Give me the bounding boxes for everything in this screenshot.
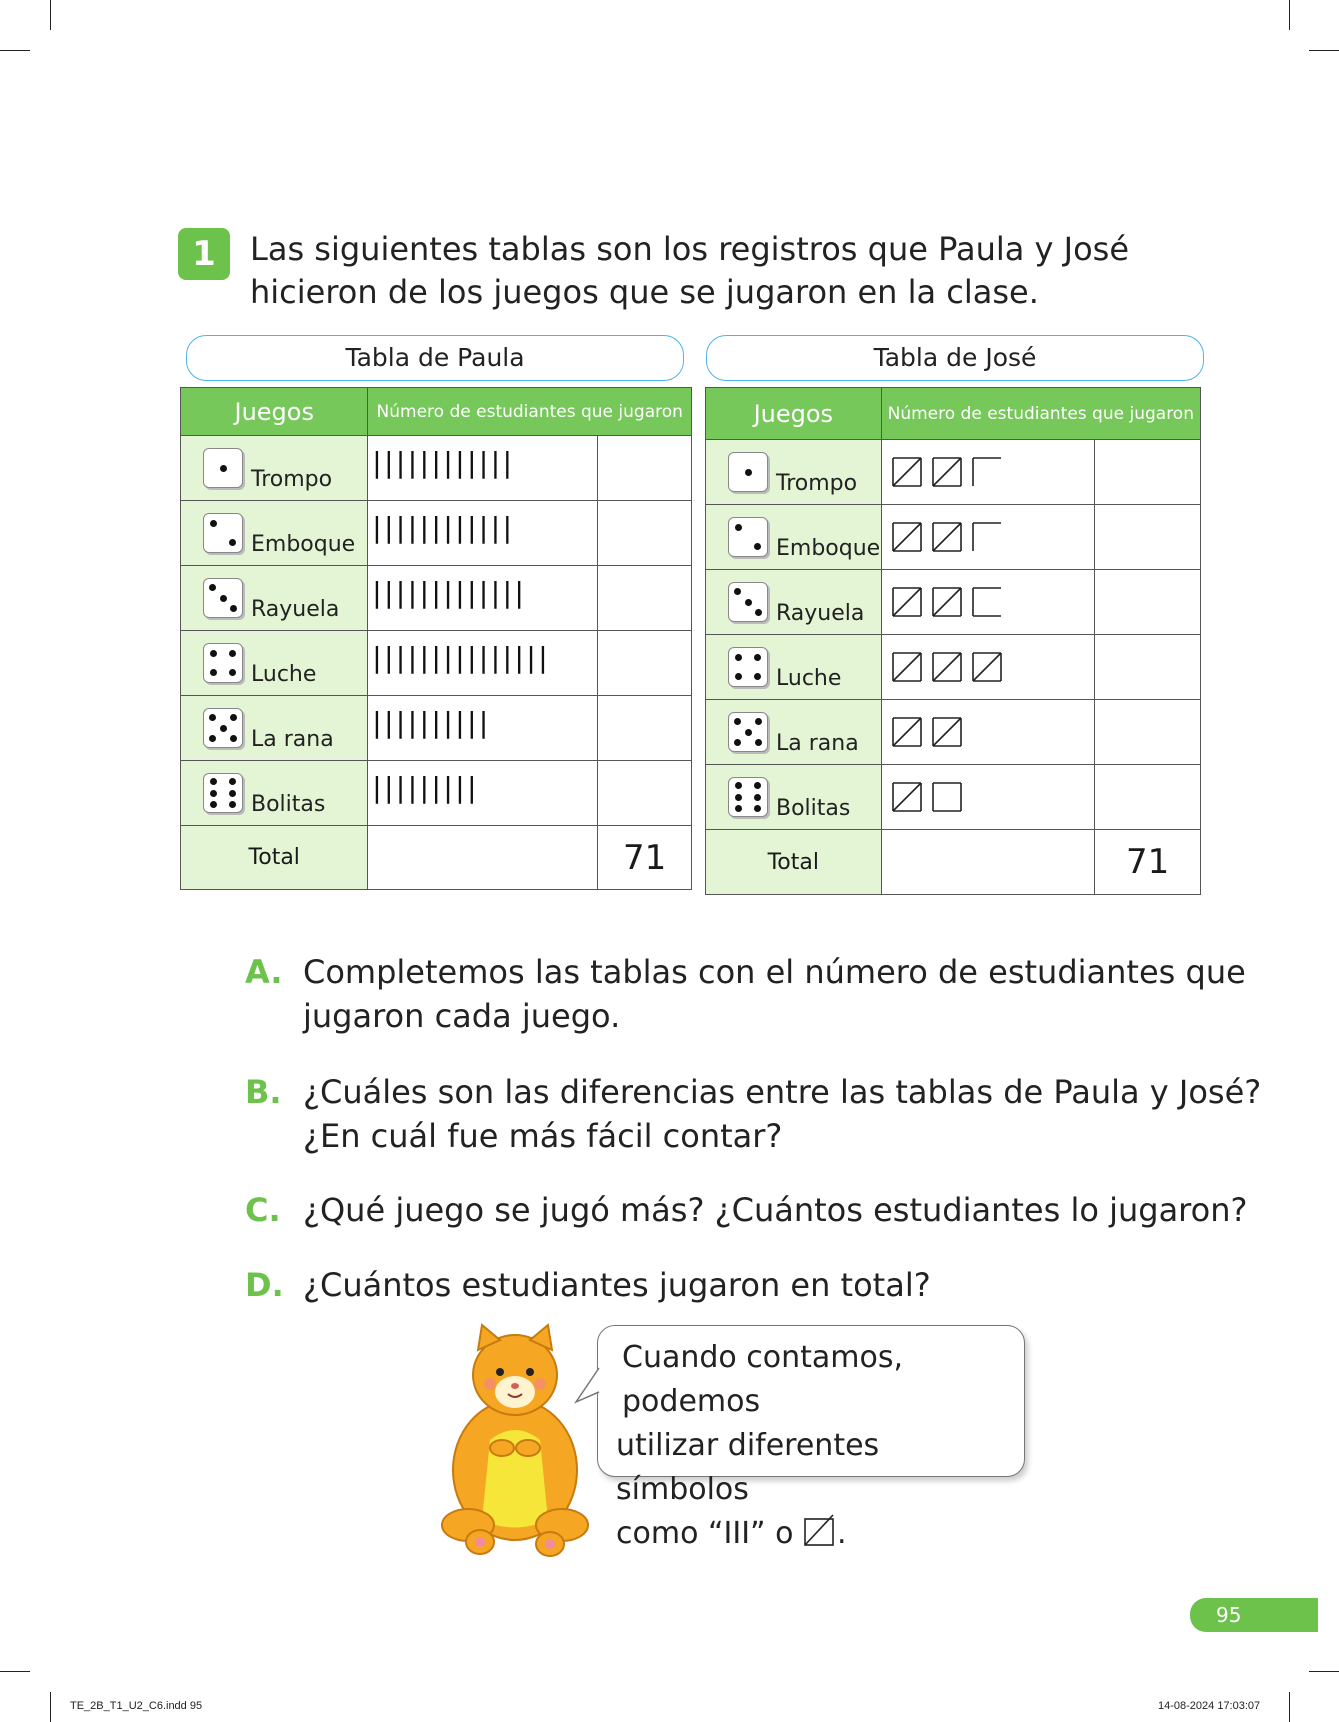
die-pip bbox=[745, 469, 752, 476]
total-label: Total bbox=[706, 830, 882, 895]
tally-box-icon bbox=[803, 1513, 837, 1547]
question-label: B. bbox=[245, 1073, 282, 1111]
die-2-icon bbox=[203, 513, 243, 553]
crop-mark bbox=[1309, 1671, 1339, 1672]
exercise-number: 1 bbox=[178, 228, 230, 280]
question-label: A. bbox=[245, 953, 283, 991]
table-row bbox=[706, 700, 1201, 765]
tally-boxes bbox=[882, 585, 1095, 619]
die-pip bbox=[755, 609, 762, 616]
paula-tally-table bbox=[180, 387, 692, 890]
tally-boxes bbox=[882, 455, 1095, 489]
paula-table-title: Tabla de Paula bbox=[186, 335, 684, 381]
die-pip bbox=[754, 654, 761, 661]
die-pip bbox=[210, 801, 217, 808]
exercise-statement: Las siguientes tablas son los registros que Paula y José hicieron de los juegos que se jugaron en la clase. bbox=[250, 230, 1129, 311]
tally-marks bbox=[881, 765, 1095, 830]
tally-stroke bbox=[933, 588, 961, 616]
die-pip bbox=[754, 673, 761, 680]
die-pip bbox=[220, 725, 227, 732]
die-pip bbox=[230, 735, 237, 742]
total-label: Total bbox=[181, 826, 368, 890]
game-cell bbox=[706, 700, 882, 765]
total-marks-cell[interactable] bbox=[368, 826, 598, 890]
die-pip bbox=[210, 669, 217, 676]
question-label: D. bbox=[245, 1266, 284, 1304]
col-header-count: Número de estudiantes que jugaron bbox=[368, 388, 692, 436]
die-4-icon bbox=[728, 647, 768, 687]
table-row bbox=[706, 635, 1201, 700]
answer-cell[interactable] bbox=[1095, 440, 1201, 505]
tally-stroke bbox=[973, 653, 1001, 681]
bubble-line-3 bbox=[616, 1512, 1006, 1556]
tally-box-partial bbox=[970, 455, 1004, 489]
die-pip bbox=[229, 650, 236, 657]
tally-box-full bbox=[890, 650, 924, 684]
die-pip bbox=[755, 739, 762, 746]
crop-mark bbox=[0, 1671, 30, 1672]
crop-mark bbox=[0, 50, 30, 51]
tally-marks: ||||||||||||||| bbox=[368, 631, 598, 696]
table-row bbox=[706, 570, 1201, 635]
tally-boxes bbox=[882, 650, 1095, 684]
die-5-icon bbox=[203, 708, 243, 748]
answer-cell[interactable] bbox=[1095, 635, 1201, 700]
tally-stroke bbox=[893, 588, 921, 616]
game-name: Trompo bbox=[776, 471, 858, 496]
question-d bbox=[245, 1263, 931, 1307]
die-pip bbox=[735, 654, 742, 661]
die-pip bbox=[210, 520, 217, 527]
tally-stroke bbox=[933, 458, 961, 486]
tally-box-full bbox=[890, 585, 924, 619]
game-cell bbox=[181, 501, 368, 566]
answer-cell[interactable] bbox=[1095, 570, 1201, 635]
answer-cell[interactable] bbox=[1095, 505, 1201, 570]
die-pip bbox=[210, 790, 217, 797]
table-row bbox=[181, 566, 692, 631]
crop-mark bbox=[1289, 1692, 1290, 1722]
die-pip bbox=[745, 599, 752, 606]
table-row bbox=[181, 501, 692, 566]
die-1-icon bbox=[203, 448, 243, 488]
answer-cell[interactable] bbox=[598, 566, 692, 631]
page-number: 95 bbox=[1190, 1598, 1318, 1632]
tally-box-full bbox=[930, 585, 964, 619]
tally-box-partial bbox=[970, 520, 1004, 554]
die-pip bbox=[209, 735, 216, 742]
bubble-line-2: utilizar diferentes símbolos bbox=[616, 1428, 880, 1507]
die-pip bbox=[229, 778, 236, 785]
total-row bbox=[181, 826, 692, 890]
game-cell bbox=[181, 761, 368, 826]
tally-marks: |||||||||||| bbox=[368, 501, 598, 566]
game-name: Emboque bbox=[251, 532, 356, 557]
game-cell bbox=[181, 631, 368, 696]
table-row bbox=[706, 505, 1201, 570]
bubble-line-3-end: . bbox=[837, 1516, 847, 1551]
crop-mark bbox=[1309, 50, 1339, 51]
die-4-icon bbox=[203, 643, 243, 683]
die-pip bbox=[735, 794, 742, 801]
tally-stroke bbox=[933, 718, 961, 746]
question-label: C. bbox=[245, 1191, 281, 1229]
jose-table-title: Tabla de José bbox=[706, 335, 1204, 381]
die-pip bbox=[209, 714, 216, 721]
tally-marks: |||||||||||| bbox=[368, 436, 598, 501]
question-text-cont: ¿En cuál fue más fácil contar? bbox=[303, 1117, 783, 1155]
answer-cell[interactable] bbox=[598, 631, 692, 696]
table-row bbox=[706, 440, 1201, 505]
table-row bbox=[706, 765, 1201, 830]
game-name: Emboque bbox=[776, 536, 881, 561]
tally-stroke bbox=[893, 653, 921, 681]
table-row bbox=[181, 436, 692, 501]
total-row bbox=[706, 830, 1201, 895]
die-pip bbox=[229, 669, 236, 676]
bubble-line-3-text: como “III” o bbox=[616, 1516, 794, 1551]
die-pip bbox=[735, 673, 742, 680]
answer-cell[interactable] bbox=[1095, 765, 1201, 830]
tally-box-full bbox=[930, 715, 964, 749]
die-pip bbox=[735, 805, 742, 812]
die-3-icon bbox=[728, 582, 768, 622]
die-pip bbox=[230, 605, 237, 612]
bubble-line-1: Cuando contamos, podemos bbox=[622, 1340, 904, 1419]
table-row bbox=[181, 761, 692, 826]
game-cell bbox=[181, 436, 368, 501]
die-pip bbox=[754, 805, 761, 812]
game-name: Trompo bbox=[251, 467, 333, 492]
answer-cell[interactable] bbox=[598, 501, 692, 566]
die-pip bbox=[754, 543, 761, 550]
die-pip bbox=[210, 650, 217, 657]
question-c bbox=[245, 1188, 1247, 1232]
question-text-cont: jugaron cada juego. bbox=[303, 997, 621, 1035]
die-pip bbox=[734, 718, 741, 725]
answer-cell[interactable] bbox=[598, 436, 692, 501]
die-pip bbox=[209, 584, 216, 591]
tally-stroke bbox=[893, 783, 921, 811]
tally-stroke bbox=[893, 718, 921, 746]
crop-mark bbox=[50, 0, 51, 30]
tally-boxes bbox=[882, 715, 1095, 749]
die-3-icon bbox=[203, 578, 243, 618]
die-pip bbox=[735, 524, 742, 531]
bubble-tail bbox=[574, 1366, 600, 1406]
tally-box-partial bbox=[930, 780, 964, 814]
game-name: Bolitas bbox=[251, 792, 326, 817]
tally-box-full bbox=[930, 455, 964, 489]
die-pip bbox=[754, 794, 761, 801]
answer-cell[interactable] bbox=[598, 696, 692, 761]
game-name: Rayuela bbox=[776, 601, 865, 626]
tally-marks: |||||||||| bbox=[368, 696, 598, 761]
game-name: La rana bbox=[776, 731, 859, 756]
tally-boxes bbox=[882, 780, 1095, 814]
puma-mascot-illustration bbox=[440, 1320, 590, 1560]
tally-box-full bbox=[930, 650, 964, 684]
tally-marks: ||||||||| bbox=[368, 761, 598, 826]
die-pip bbox=[229, 801, 236, 808]
tally-box-full bbox=[970, 650, 1004, 684]
die-pip bbox=[754, 782, 761, 789]
tally-box-partial bbox=[970, 585, 1004, 619]
game-name: Rayuela bbox=[251, 597, 340, 622]
die-pip bbox=[220, 465, 227, 472]
die-6-icon bbox=[728, 777, 768, 817]
tally-marks bbox=[881, 440, 1095, 505]
tally-stroke bbox=[893, 523, 921, 551]
game-name: Luche bbox=[251, 662, 317, 687]
tally-box-full bbox=[890, 715, 924, 749]
tally-box-full bbox=[890, 455, 924, 489]
table-row bbox=[181, 696, 692, 761]
game-name: Bolitas bbox=[776, 796, 851, 821]
tally-marks: ||||||||||||| bbox=[368, 566, 598, 631]
tally-stroke bbox=[933, 523, 961, 551]
jose-tally-table bbox=[705, 387, 1201, 895]
game-cell bbox=[706, 570, 882, 635]
tally-marks bbox=[881, 570, 1095, 635]
tally-box-full bbox=[890, 520, 924, 554]
col-header-games: Juegos bbox=[706, 388, 882, 440]
die-5-icon bbox=[728, 712, 768, 752]
tally-marks bbox=[881, 635, 1095, 700]
question-text: ¿Cuántos estudiantes jugaron en total? bbox=[303, 1266, 931, 1304]
speech-bubble bbox=[597, 1325, 1025, 1551]
slug-timestamp: 14-08-2024 17:03:07 bbox=[1158, 1700, 1261, 1712]
die-1-icon bbox=[728, 452, 768, 492]
question-text: Completemos las tablas con el número de estudiantes que bbox=[303, 953, 1246, 991]
tally-marks bbox=[881, 700, 1095, 765]
die-6-icon bbox=[203, 773, 243, 813]
die-pip bbox=[220, 595, 227, 602]
game-cell bbox=[181, 696, 368, 761]
tally-stroke bbox=[933, 653, 961, 681]
game-cell bbox=[706, 440, 882, 505]
tally-box-full bbox=[890, 780, 924, 814]
crop-mark bbox=[50, 1692, 51, 1722]
game-cell bbox=[706, 765, 882, 830]
die-pip bbox=[229, 790, 236, 797]
crop-mark bbox=[1289, 0, 1290, 30]
game-cell bbox=[706, 635, 882, 700]
tally-box-full bbox=[930, 520, 964, 554]
die-pip bbox=[734, 588, 741, 595]
question-b bbox=[245, 1070, 1261, 1158]
question-a bbox=[245, 950, 1246, 1038]
col-header-count: Número de estudiantes que jugaron bbox=[881, 388, 1200, 440]
die-pip bbox=[735, 782, 742, 789]
game-cell bbox=[706, 505, 882, 570]
col-header-games: Juegos bbox=[181, 388, 368, 436]
die-pip bbox=[734, 739, 741, 746]
slug-file-info: TE_2B_T1_U2_C6.indd 95 bbox=[70, 1700, 203, 1712]
game-name: La rana bbox=[251, 727, 334, 752]
total-marks-cell[interactable] bbox=[881, 830, 1095, 895]
total-value: 71 bbox=[1095, 830, 1201, 895]
question-text: ¿Cuáles son las diferencias entre las tablas de Paula y José? bbox=[303, 1073, 1262, 1111]
tally-marks bbox=[881, 505, 1095, 570]
table-row bbox=[181, 631, 692, 696]
game-name: Luche bbox=[776, 666, 842, 691]
question-text: ¿Qué juego se jugó más? ¿Cuántos estudiantes lo jugaron? bbox=[303, 1191, 1248, 1229]
answer-cell[interactable] bbox=[598, 761, 692, 826]
tally-stroke bbox=[893, 458, 921, 486]
answer-cell[interactable] bbox=[1095, 700, 1201, 765]
tally-boxes bbox=[882, 520, 1095, 554]
die-pip bbox=[745, 729, 752, 736]
die-pip bbox=[229, 539, 236, 546]
game-cell bbox=[181, 566, 368, 631]
die-pip bbox=[755, 718, 762, 725]
die-pip bbox=[230, 714, 237, 721]
die-pip bbox=[210, 778, 217, 785]
die-2-icon bbox=[728, 517, 768, 557]
total-value: 71 bbox=[598, 826, 692, 890]
